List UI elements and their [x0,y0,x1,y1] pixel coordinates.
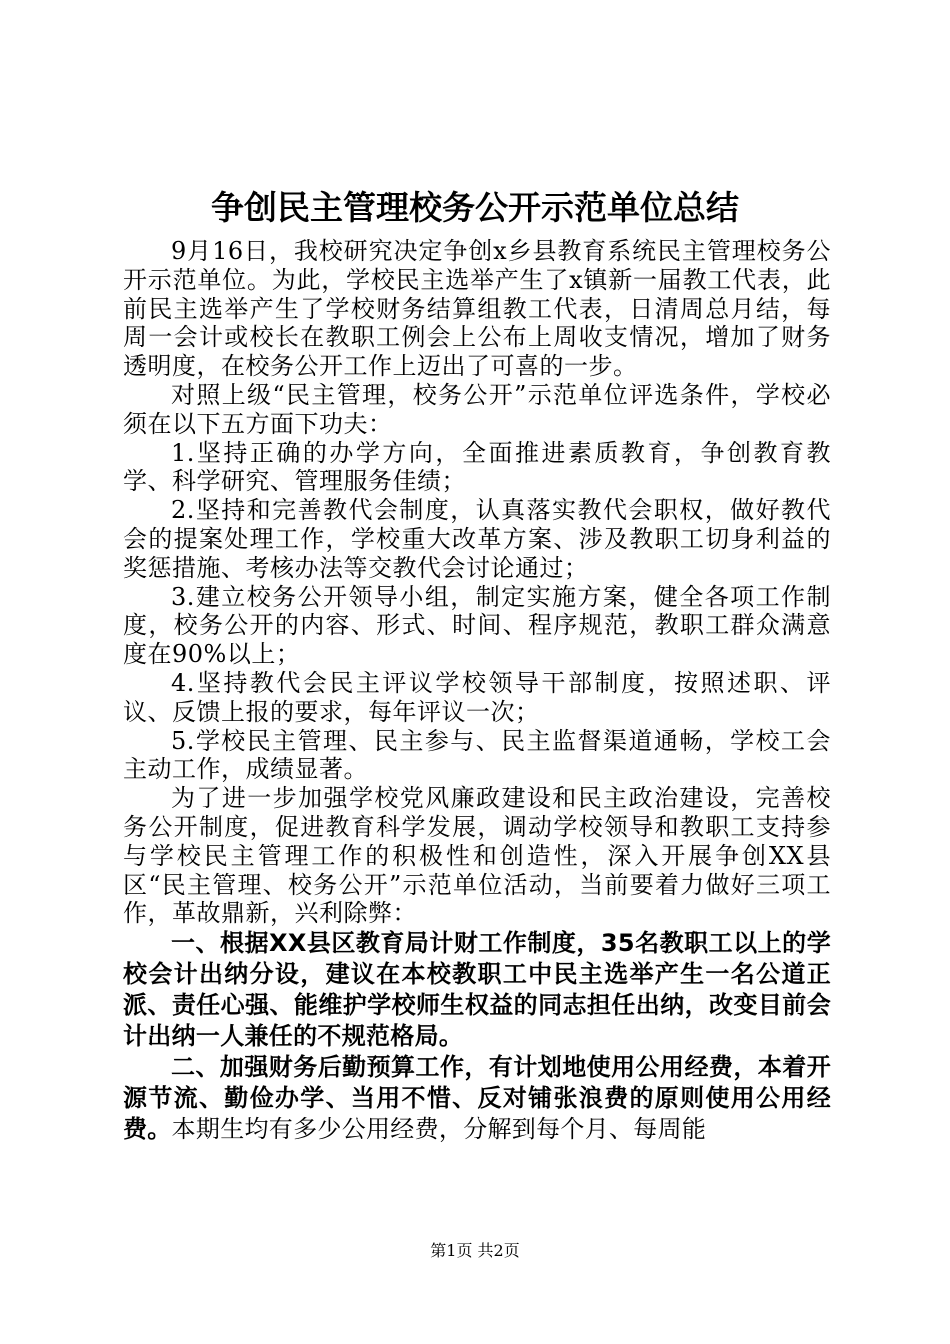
page-footer: 第1页 共2页 [430,1241,520,1260]
paragraph: 为了进一步加强学校党风廉政建设和民主政治建设，完善校务公开制度，促进教育科学发展，调动学校领导和教职工支持参与学校民主管理工作的积极性和创造性，深入开展争创XX县区“民主管理、校务公开”示范单位活动，当前要着力做好三项工作，革故鼎新，兴利除弊： [123,784,831,928]
bold-paragraph-second [123,1052,831,1145]
list-item: 3.建立校务公开领导小组，制定实施方案，健全各项工作制度，校务公开的内容、形式、时间、程序规范，教职工群众满意度在90%以上； [123,582,831,669]
list-item: 1.坚持正确的办学方向，全面推进素质教育，争创教育教学、科学研究、管理服务佳绩； [123,438,831,496]
document-title: 争创民主管理校务公开示范单位总结 [211,188,739,227]
paragraph: 9月16日，我校研究决定争创x乡县教育系统民主管理校务公开示范单位。为此，学校民主选举产生了x镇新一届教工代表，此前民主选举产生了学校财务结算组教工代表，日清周总月结，每周一会计或校长在教职工例会上公布上周收支情况，增加了财务透明度，在校务公开工作上迈出了可喜的一步。 [123,237,831,381]
list-item: 5.学校民主管理、民主参与、民主监督渠道通畅，学校工会主动工作，成绩显著。 [123,726,831,784]
bold-paragraph-first: 一、根据XX县区教育局计财工作制度，35名教职工以上的学校会计出纳分设，建议在本校教职工中民主选举产生一名公道正派、责任心强、能维护学校师生权益的同志担任出纳，改变目前会计出纳一人兼任的不规范格局。 [123,929,831,1051]
bold-paragraph-second-lead: 二、加强财务后勤预算工作，有计划地使用公用经费，本着开源节流、勤俭办学、当用不惜、反对铺张浪费的原则使用公用经费。 [123,1053,831,1144]
list-item: 2.坚持和完善教代会制度，认真落实教代会职权，做好教代会的提案处理工作，学校重大改革方案、涉及教职工切身利益的奖惩措施、考核办法等交教代会讨论通过； [123,496,831,582]
paragraph: 对照上级“民主管理，校务公开”示范单位评选条件，学校必须在以下五方面下功夫： [123,380,831,438]
document-body [123,237,831,1145]
list-item: 4.坚持教代会民主评议学校领导干部制度，按照述职、评议、反馈上报的要求，每年评议一次； [123,668,831,726]
bold-paragraph-second-tail: 本期生均有多少公用经费，分解到每个月、每周能 [171,1115,707,1144]
